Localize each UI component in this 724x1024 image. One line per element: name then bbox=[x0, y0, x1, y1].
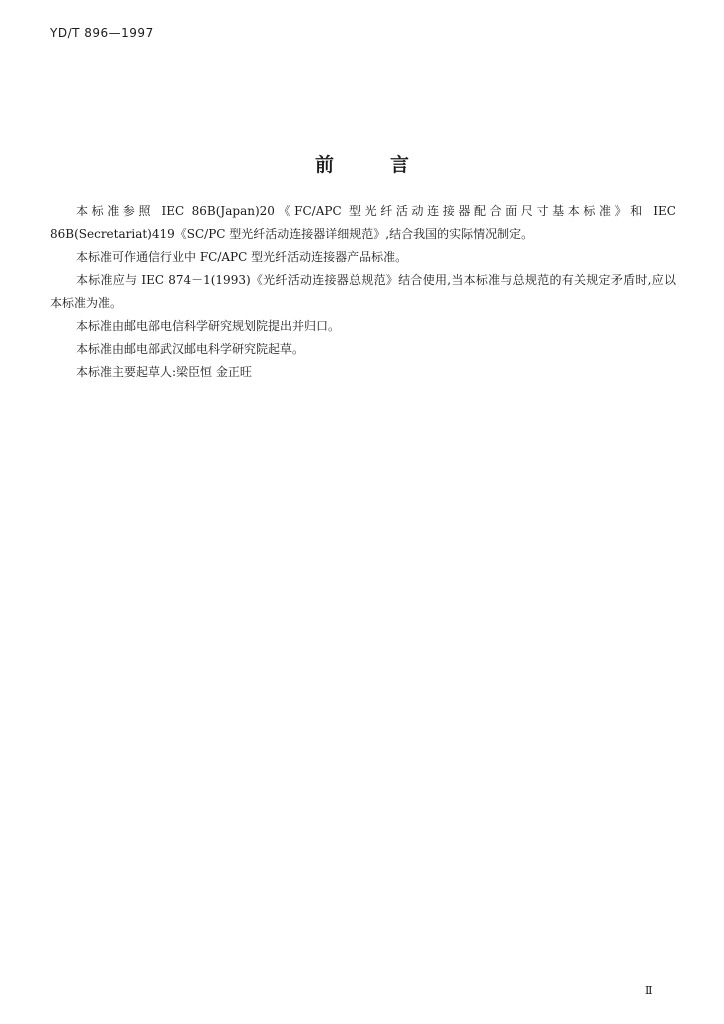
paragraph-applicability: 本标准可作通信行业中 FC/APC 型光纤活动连接器产品标准。 bbox=[76, 250, 408, 264]
page-title: 前言 bbox=[314, 154, 465, 176]
paragraph-proposer: 本标准由邮电部电信科学研究规划院提出并归口。 bbox=[76, 319, 341, 333]
preface-body bbox=[50, 200, 676, 384]
document-code: YD/T 896—1997 bbox=[50, 26, 154, 40]
paragraph-reference-standards: 本标准参照 IEC 86B(Japan)20《FC/APC 型光纤活动连接器配合面尺寸基本标准》和 IEC 86B(Secretariat)419《SC/PC 型光纤活动连接器详细规范》,结合我国的实际情况制定。 bbox=[50, 204, 676, 241]
paragraph-drafter-org: 本标准由邮电部武汉邮电科学研究院起草。 bbox=[76, 342, 305, 356]
page-number: Ⅱ bbox=[645, 984, 653, 997]
paragraph-usage-with-general-spec: 本标准应与 IEC 874－1(1993)《光纤活动连接器总规范》结合使用,当本标准与总规范的有关规定矛盾时,应以本标准为准。 bbox=[50, 273, 676, 310]
paragraph-drafters: 本标准主要起草人:梁臣恒 金正旺 bbox=[76, 365, 252, 379]
